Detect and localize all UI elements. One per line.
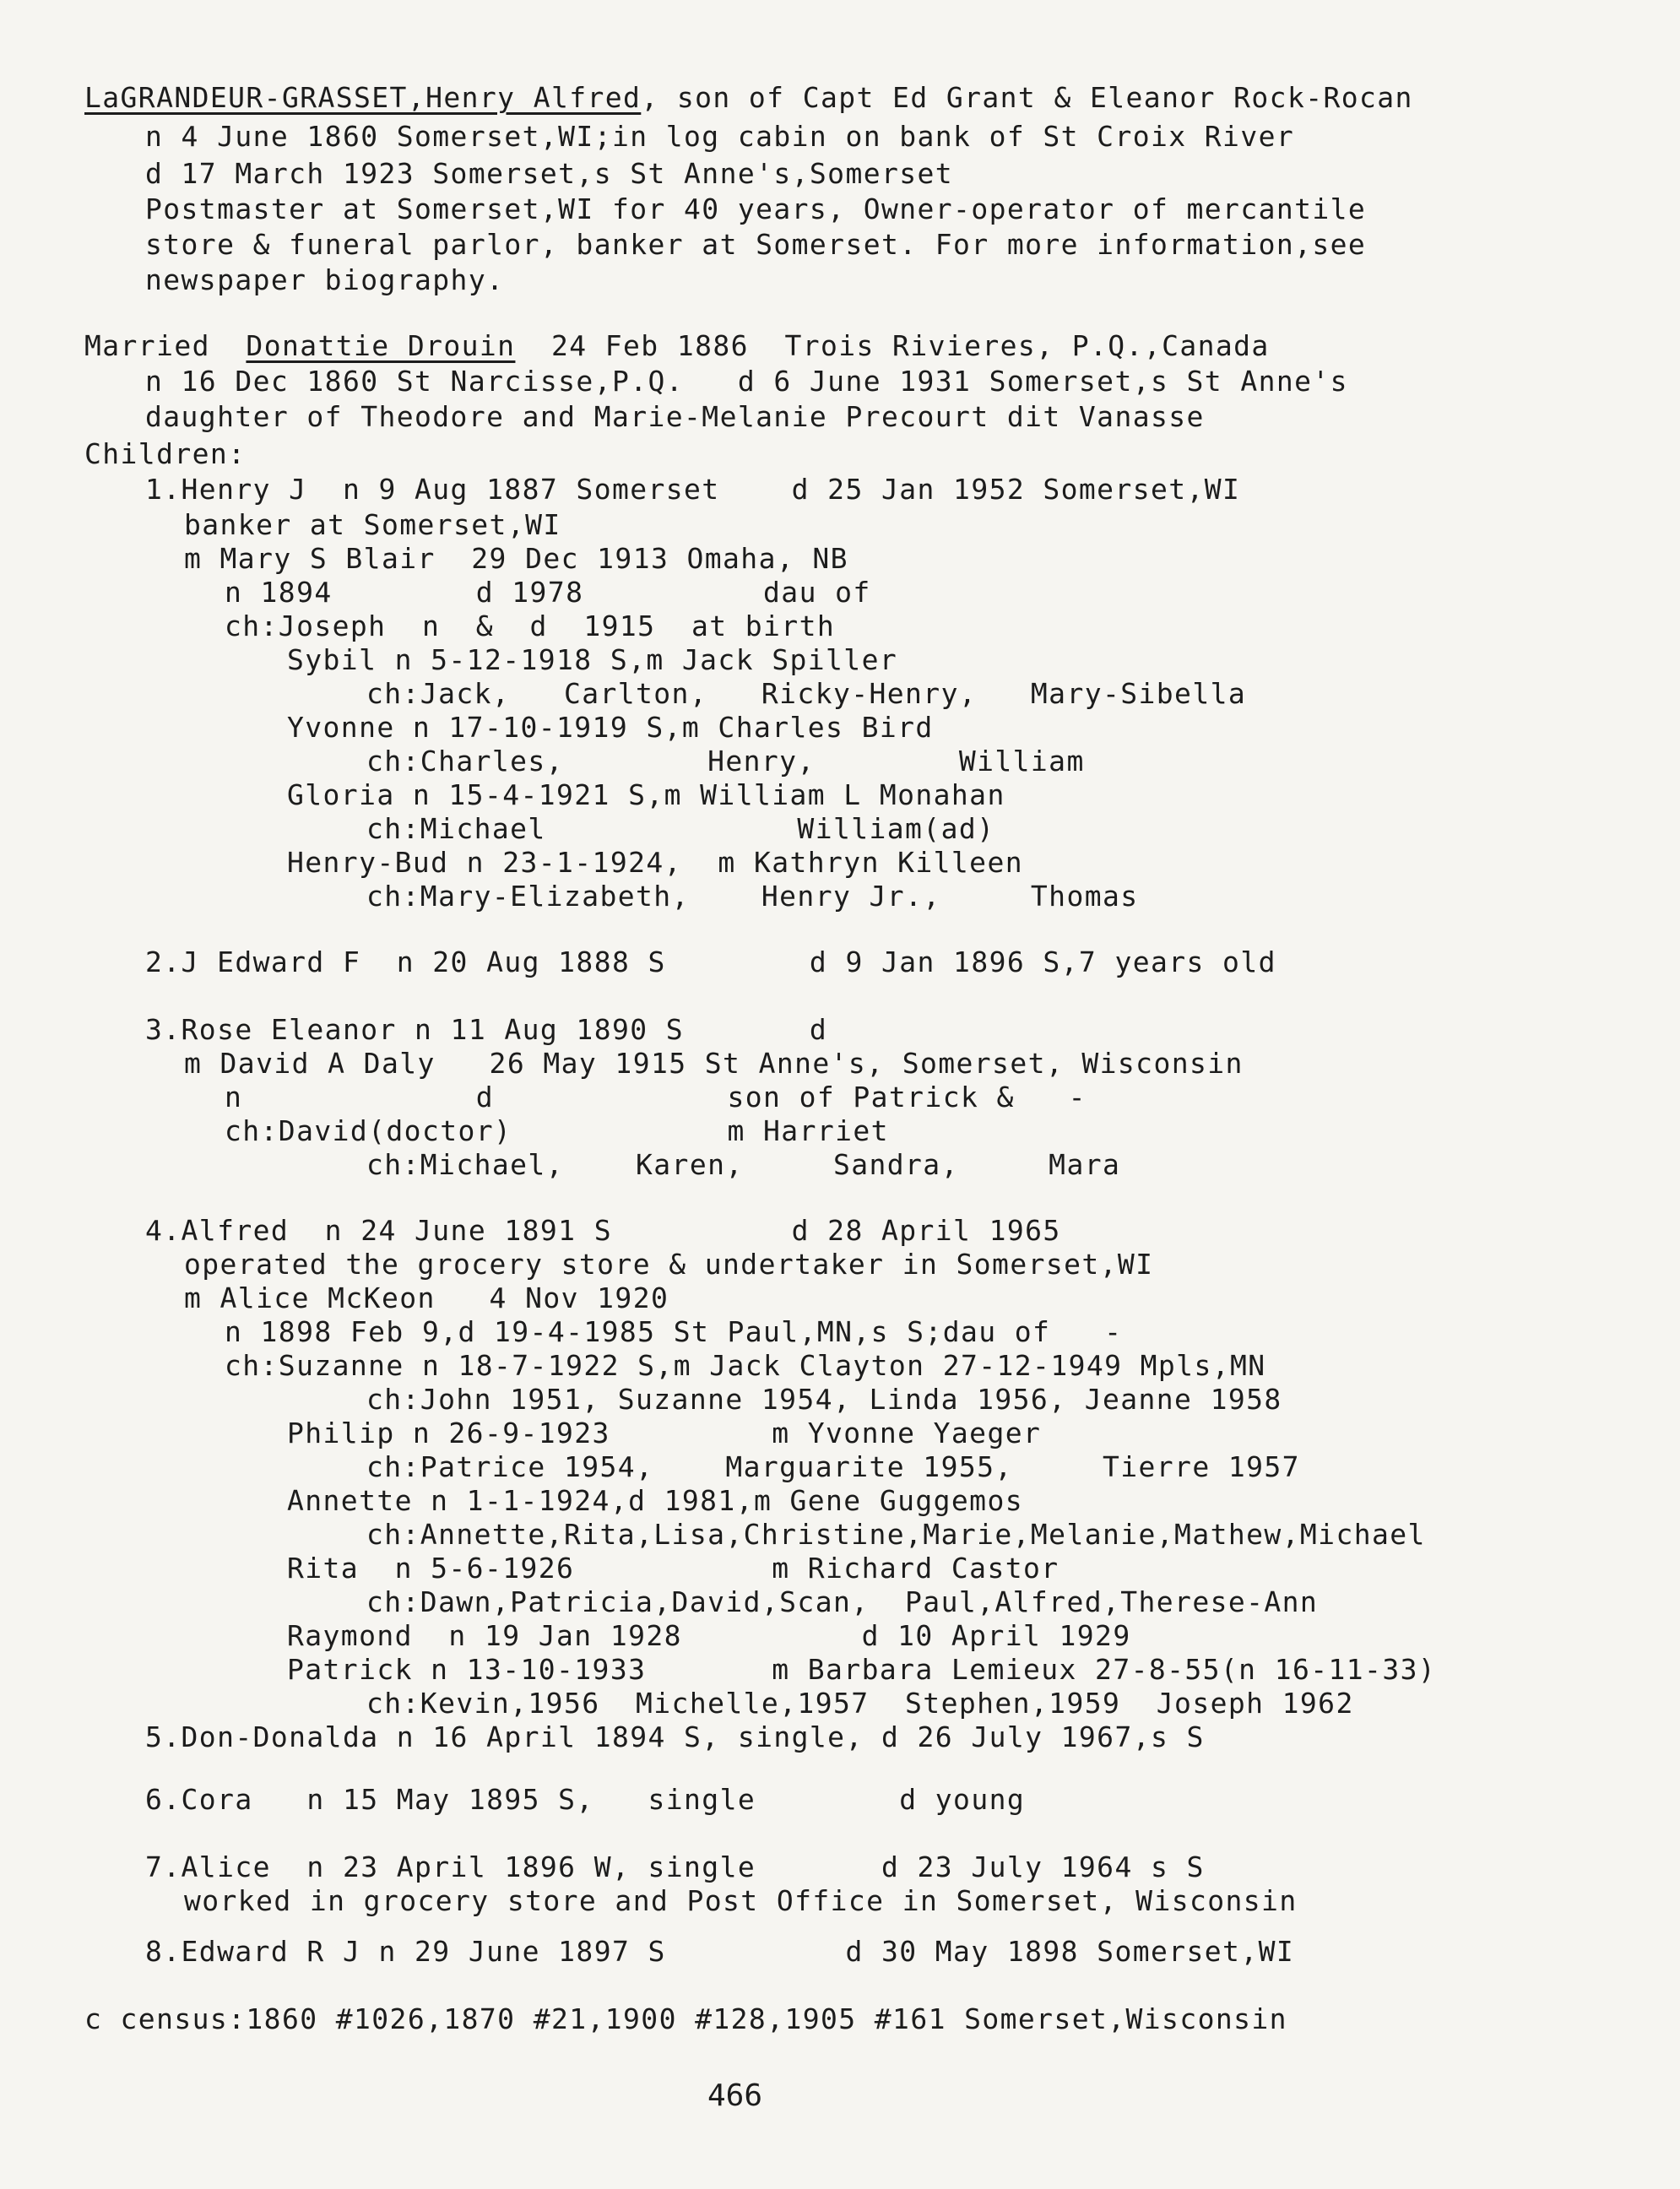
great-grandchildren: ch:John 1951, Suzanne 1954, Linda 1956, Jeanne 1958	[366, 1383, 1282, 1416]
grandchild-line: ch:David(doctor) m Harriet	[225, 1114, 889, 1147]
bio-line: Postmaster at Somerset,WI for 40 years, Owner-operator of mercantile	[145, 192, 1367, 225]
spouse-name: Donattie Drouin	[246, 329, 516, 362]
subject-parents: , son of Capt Ed Grant & Eleanor Rock-Rocan	[641, 81, 1413, 114]
child-entry: 6.Cora n 15 May 1895 S, single d young	[145, 1783, 1026, 1816]
spouse-parents: daughter of Theodore and Marie-Melanie Precourt dit Vanasse	[145, 400, 1205, 433]
bio-line: newspaper biography.	[145, 263, 505, 296]
great-grandchildren: ch:Kevin,1956 Michelle,1957 Stephen,1959 Joseph 1962	[366, 1687, 1354, 1720]
great-grandchildren: ch:Michael, Karen, Sandra, Mara	[366, 1148, 1121, 1181]
marriage-details: 24 Feb 1886 Trois Rivieres, P.Q.,Canada	[515, 329, 1270, 362]
child-detail: worked in grocery store and Post Office in Somerset, Wisconsin	[184, 1884, 1298, 1917]
spouse-dates: n 16 Dec 1860 St Narcisse,P.Q. d 6 June 1931 Somerset,s St Anne's	[145, 365, 1348, 398]
census-line: c census:1860 #1026,1870 #21,1900 #128,1905 #161 Somerset,Wisconsin	[84, 2002, 1287, 2035]
great-grandchildren: ch:Michael William(ad)	[366, 812, 995, 845]
children-heading: Children:	[84, 437, 247, 470]
child-detail: m David A Daly 26 May 1915 St Anne's, Somerset, Wisconsin	[184, 1047, 1244, 1080]
child-detail: m Alice McKeon 4 Nov 1920	[184, 1281, 669, 1314]
grandchild-line: Philip n 26-9-1923 m Yvonne Yaeger	[287, 1417, 1042, 1449]
great-grandchildren: ch:Charles, Henry, William	[366, 745, 1085, 778]
grandchild-line: Patrick n 13-10-1933 m Barbara Lemieux 27-8-55(n 16-11-33)	[287, 1653, 1437, 1686]
great-grandchildren: ch:Annette,Rita,Lisa,Christine,Marie,Melanie,Mathew,Michael	[366, 1518, 1426, 1551]
child-entry: 2.J Edward F n 20 Aug 1888 S d 9 Jan 1896 S,7 years old	[145, 945, 1276, 978]
child-detail: n 1894 d 1978 dau of	[225, 576, 871, 609]
child-entry: 4.Alfred n 24 June 1891 S d 28 April 1965	[145, 1214, 1061, 1247]
grandchild-line: Annette n 1-1-1924,d 1981,m Gene Guggemos	[287, 1484, 1023, 1517]
bio-line: store & funeral parlor, banker at Somerset. For more information,see	[145, 228, 1367, 261]
grandchild-line: Sybil n 5-12-1918 S,m Jack Spiller	[287, 643, 898, 676]
marriage-prefix: Married	[84, 329, 247, 362]
great-grandchildren: ch:Mary-Elizabeth, Henry Jr., Thomas	[366, 880, 1139, 913]
subject-name: LaGRANDEUR-GRASSET,Henry Alfred	[84, 81, 642, 114]
child-detail: operated the grocery store & undertaker in Somerset,WI	[184, 1248, 1154, 1281]
grandchild-line: Raymond n 19 Jan 1928 d 10 April 1929	[287, 1619, 1131, 1652]
child-detail: n d son of Patrick & -	[225, 1081, 1087, 1113]
child-entry: 8.Edward R J n 29 June 1897 S d 30 May 1898 Somerset,WI	[145, 1935, 1295, 1968]
grandchild-line: ch:Joseph n & d 1915 at birth	[225, 610, 836, 642]
header-line	[84, 81, 1413, 115]
great-grandchildren: ch:Jack, Carlton, Ricky-Henry, Mary-Sibella	[366, 677, 1247, 710]
page-number: 466	[707, 2078, 763, 2113]
great-grandchildren: ch:Patrice 1954, Marguarite 1955, Tierre 1957	[366, 1450, 1300, 1483]
child-entry: 1.Henry J n 9 Aug 1887 Somerset d 25 Jan 1952 Somerset,WI	[145, 473, 1241, 506]
child-entry: 5.Don-Donalda n 16 April 1894 S, single, d 26 July 1967,s S	[145, 1720, 1205, 1753]
grandchild-line: ch:Suzanne n 18-7-1922 S,m Jack Clayton 27-12-1949 Mpls,MN	[225, 1349, 1266, 1382]
great-grandchildren: ch:Dawn,Patricia,David,Scan, Paul,Alfred,Therese-Ann	[366, 1585, 1319, 1618]
bio-line: d 17 March 1923 Somerset,s St Anne's,Somerset	[145, 157, 954, 190]
child-entry: 3.Rose Eleanor n 11 Aug 1890 S d	[145, 1013, 828, 1046]
child-detail: m Mary S Blair 29 Dec 1913 Omaha, NB	[184, 542, 848, 575]
grandchild-line: Rita n 5-6-1926 m Richard Castor	[287, 1552, 1059, 1585]
grandchild-line: Gloria n 15-4-1921 S,m William L Monahan	[287, 778, 1005, 811]
bio-line: n 4 June 1860 Somerset,WI;in log cabin on bank of St Croix River	[145, 120, 1295, 153]
grandchild-line: Yvonne n 17-10-1919 S,m Charles Bird	[287, 711, 934, 744]
marriage-line	[84, 329, 1270, 363]
child-detail: n 1898 Feb 9,d 19-4-1985 St Paul,MN,s S;dau of -	[225, 1315, 1123, 1348]
grandchild-line: Henry-Bud n 23-1-1924, m Kathryn Killeen	[287, 846, 1023, 879]
child-entry: 7.Alice n 23 April 1896 W, single d 23 July 1964 s S	[145, 1850, 1205, 1883]
child-detail: banker at Somerset,WI	[184, 508, 561, 541]
